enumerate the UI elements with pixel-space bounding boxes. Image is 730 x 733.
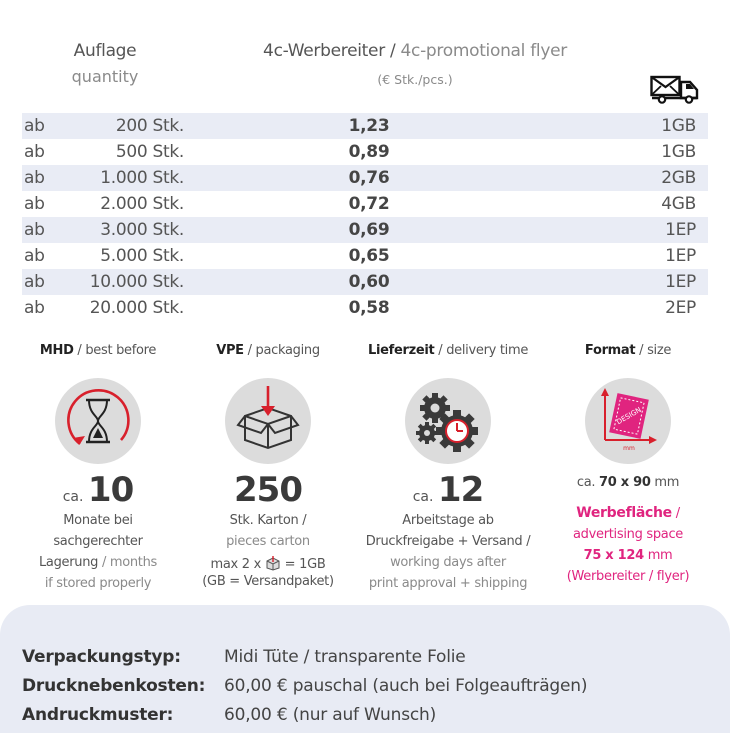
- small-box-icon: [265, 556, 281, 571]
- price-unit: (€ Stk./pcs.): [377, 72, 453, 87]
- detail-row-proof: Andruckmuster: 60,00 € (nur auf Wunsch): [22, 705, 437, 725]
- best-before-section: MHD / best before ca. 10 Monate bei sachgerechter Lagerung / months if stored properly: [8, 343, 188, 594]
- quantity-header: [50, 41, 160, 86]
- design-format-icon: [585, 378, 671, 464]
- table-row: ab 1.000 Stk. 0,76 2GB: [22, 165, 708, 191]
- format-size: ca. 70 x 90 mm: [576, 475, 680, 490]
- box-icon: [225, 378, 311, 464]
- price-table: [22, 113, 708, 321]
- packaging-title: VPE / packaging: [216, 343, 320, 358]
- packaging-section: VPE / packaging 250 Stk. Karton / pieces carton max 2 x = 1GB (GB = Versandpaket): [178, 343, 358, 590]
- table-row: ab 20.000 Stk. 0,58 2EP: [24, 298, 696, 318]
- svg-text:DESIGN: DESIGN: [615, 405, 643, 427]
- quantity-label-en: quantity: [71, 67, 139, 86]
- gears-clock-icon: [405, 378, 491, 464]
- detail-row-extra-costs: Drucknebenkosten: 60,00 € pauschal (auch bei Folgeaufträgen): [22, 676, 588, 696]
- delivery-title: Lieferzeit / delivery time: [367, 343, 529, 358]
- product-title-en: 4c-promotional flyer: [400, 41, 567, 61]
- delivery-value: 12: [437, 470, 484, 510]
- table-row: ab 3.000 Stk. 0,69 1EP: [22, 217, 708, 243]
- format-title: Format / size: [584, 343, 672, 358]
- table-row: ab 500 Stk. 0,89 1GB: [24, 142, 696, 162]
- best-before-title: MHD / best before: [39, 343, 157, 358]
- packaging-value: 250: [234, 470, 302, 510]
- envelope-truck-icon: [650, 74, 702, 104]
- table-row: ab 10.000 Stk. 0,60 1EP: [22, 269, 708, 295]
- quantity-label-de: Auflage: [73, 41, 137, 61]
- table-row: ab 2.000 Stk. 0,72 4GB: [24, 194, 696, 214]
- best-before-value: 10: [87, 470, 134, 510]
- format-section: Format / size DESIGN mm ca. 70 x 90 mm Werbefläche / advertising space 75 x 124 mm (Werbereiter / flyer): [538, 343, 718, 587]
- delivery-section: Lieferzeit / delivery time ca. 12 Arbeitstage ab Druckfreigabe + Versand / working days after print approval + shipping: [358, 343, 538, 594]
- detail-row-packaging-type: Verpackungstyp: Midi Tüte / transparente Folie: [22, 647, 466, 667]
- table-row: ab 200 Stk. 1,23 1GB: [22, 113, 708, 139]
- product-header: [230, 41, 600, 87]
- table-row: ab 5.000 Stk. 0,65 1EP: [24, 246, 696, 266]
- product-title-de: 4c-Werbereiter: [263, 41, 385, 61]
- hourglass-icon: [55, 378, 141, 464]
- product-title: 4c-Werbereiter / 4c-promotional flyer: [263, 41, 567, 61]
- svg-text:mm: mm: [623, 445, 635, 452]
